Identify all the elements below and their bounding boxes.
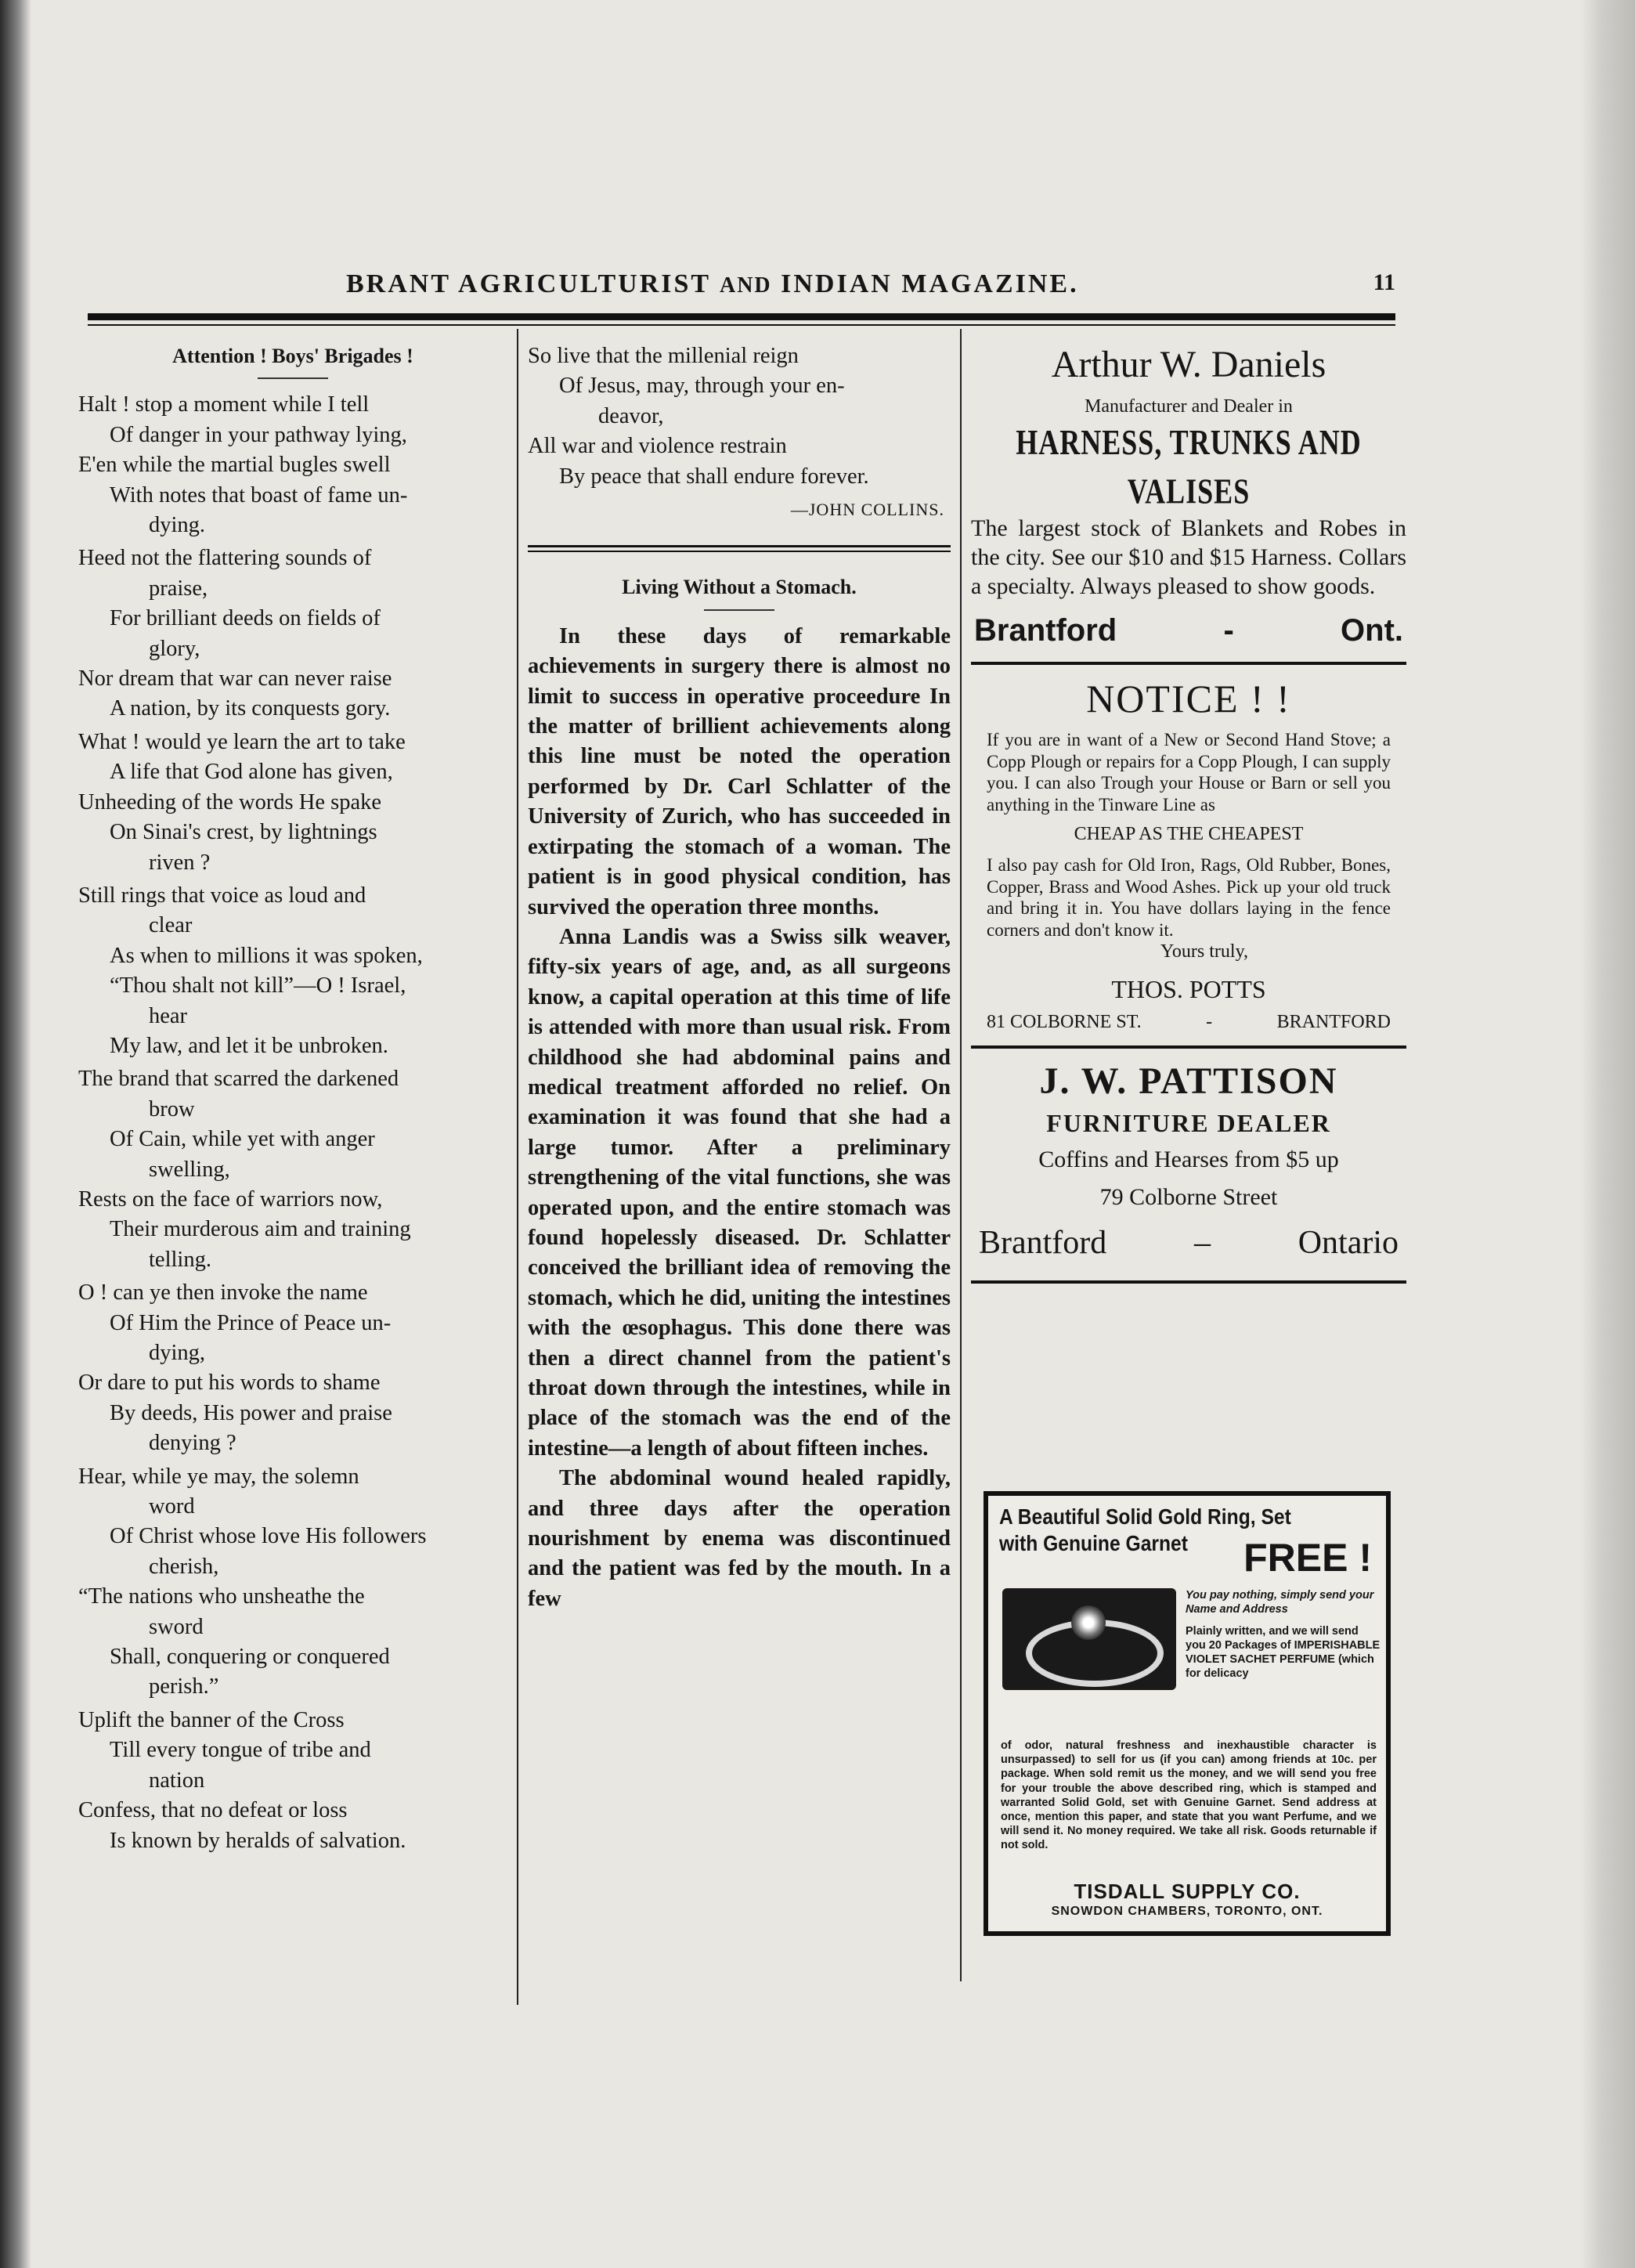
poem-line: cherish, xyxy=(149,1554,219,1579)
advertisement-daniels xyxy=(971,341,1406,652)
poem-line: By peace that shall endure forever. xyxy=(559,464,869,489)
poem-line: glory, xyxy=(149,636,200,661)
poem-stanza xyxy=(78,544,507,724)
poem-stanza xyxy=(78,1462,507,1703)
header-rule-thin xyxy=(88,324,1395,326)
column-divider xyxy=(517,329,518,2005)
poem-line: Or dare to put his words to shame xyxy=(78,1371,381,1396)
article-paragraph: The abdominal wound healed rapidly, and three days after the operation nourishment by enema was discontinued and the patient was fed by the mouth. In a few xyxy=(528,1466,951,1611)
poem-line: perish.” xyxy=(149,1674,219,1699)
advertisement-text: The largest stock of Blankets and Robes in the city. See our $10 and $15 Harness. Collars a specialty. Always pleased to show goods. xyxy=(971,515,1406,599)
poem-line: Of Christ whose love His followers xyxy=(110,1524,427,1549)
poem-line: A nation, by its conquests gory. xyxy=(110,696,391,721)
poem-line: “The nations who unsheathe the xyxy=(78,1584,365,1609)
advertisement-ring xyxy=(984,1491,1391,1936)
advertiser-subtitle: Manufacturer and Dealer in xyxy=(1085,396,1293,417)
poem-line: Rests on the face of warriors now, xyxy=(78,1186,383,1212)
poem-column xyxy=(78,341,507,1859)
ad-divider xyxy=(971,662,1406,665)
poem-line: Hear, while ye may, the solemn xyxy=(78,1464,359,1489)
advertiser-subtitle: FURNITURE DEALER xyxy=(1046,1109,1331,1137)
poem-line: Uplift the banner of the Cross xyxy=(78,1707,345,1732)
title-rule xyxy=(258,377,328,379)
poem-line: My law, and let it be unbroken. xyxy=(110,1033,388,1058)
advertiser-address: 79 Colborne Street xyxy=(1099,1184,1278,1210)
poem-stanza xyxy=(78,728,507,878)
notice-title: NOTICE ! ! xyxy=(1086,677,1291,720)
poem-line: clear xyxy=(149,913,193,938)
poem-line: The brand that scarred the darkened xyxy=(78,1067,399,1092)
poem-line: What ! would ye learn the art to take xyxy=(78,729,406,754)
advertisement-potts xyxy=(971,674,1406,1036)
ad-divider xyxy=(971,1046,1406,1049)
garnet-stone-shape xyxy=(1071,1605,1106,1640)
ring-illustration xyxy=(1002,1588,1176,1690)
article-title: Living Without a Stomach. xyxy=(622,576,857,599)
advertiser-location: Brantford – Ontario xyxy=(979,1225,1399,1261)
ring-offer-text xyxy=(1186,1588,1381,1681)
poem-line: E'en while the martial bugles swell xyxy=(78,453,391,478)
advertiser-location: Brantford - Ont. xyxy=(974,613,1403,648)
poem-line: swelling, xyxy=(149,1157,230,1182)
ring-free-label: FREE ! xyxy=(1243,1536,1372,1580)
poem-stanza xyxy=(78,1278,507,1458)
poem-line: nation xyxy=(149,1768,205,1793)
ring-company-address: SNOWDON CHAMBERS, TORONTO, ONT. xyxy=(1051,1905,1323,1918)
poem-line: As when to millions it was spoken, xyxy=(110,943,423,968)
poem-line: Is known by heralds of salvation. xyxy=(110,1828,406,1853)
poem-stanza xyxy=(528,341,951,492)
poem-line: riven ? xyxy=(149,850,211,875)
magazine-title: BRANT AGRICULTURIST AND INDIAN MAGAZINE. xyxy=(346,269,1079,298)
article-paragraph: In these days of remarkable achievements in surgery there is almost no limit to success in operative proceedure In the matter of brillient achievements along this line must be noted the operation performed by Dr. Carl Schlatter of the University of Zurich, who has succeeded in extirpating the stomach of a woman. The patient is in good physical condition, has survived the operation three months. xyxy=(528,623,951,919)
notice-slogan: CHEAP AS THE CHEAPEST xyxy=(1074,824,1304,844)
poem-line: With notes that boast of fame un- xyxy=(110,482,408,507)
notice-signoff: Yours truly, xyxy=(1160,941,1249,962)
poem-line: By deeds, His power and praise xyxy=(110,1400,392,1425)
poem-line: deavor, xyxy=(598,403,664,428)
poem-line: So live that the millenial reign xyxy=(528,344,799,368)
poem-stanza xyxy=(78,1706,507,1856)
poem-line: Of Him the Prince of Peace un- xyxy=(110,1310,392,1335)
poem-stanza xyxy=(78,881,507,1061)
poem-line: Still rings that voice as loud and xyxy=(78,883,366,908)
ad-divider xyxy=(971,1280,1406,1284)
advertiser-name: Arthur W. Daniels xyxy=(1051,344,1326,385)
poem-line: telling. xyxy=(149,1247,211,1272)
advertiser-address: 81 COLBORNE ST. - BRANTFORD xyxy=(987,1012,1391,1032)
poem-line: hear xyxy=(149,1003,188,1028)
poem-line: Till every tongue of tribe and xyxy=(110,1738,371,1763)
page-header xyxy=(88,265,1395,312)
poem-line: praise, xyxy=(149,576,208,601)
ring-headline: A Beautiful Solid Gold Ring, Set xyxy=(999,1504,1291,1529)
page-binding-shadow xyxy=(0,0,31,2268)
column-divider xyxy=(960,329,962,1981)
page-number: 11 xyxy=(1373,269,1395,295)
poem-stanza xyxy=(78,1064,507,1275)
notice-text: I also pay cash for Old Iron, Rags, Old Rubber, Bones, Copper, Brass and Wood Ashes. Pick up your old truck and bring it in. You have dollars laying in the fence corners and don't know it. xyxy=(987,855,1391,940)
ring-offer-terms: of odor, natural freshness and inexhaustible character is unsurpassed) to sell for us (if you can) among friends at 10c. per package. When sold remit us the money, and we will send you free for your trouble the above described ring, which is stamped and warranted Solid Gold, set with Genuine Garnet. Send address at once, mention this paper, and state that you want Perfume, and we will send it. No money required. We take all risk. Goods returnable if not sold. xyxy=(1001,1739,1377,1852)
poem-line: dying, xyxy=(149,1341,206,1365)
poem-line: dying. xyxy=(149,513,206,538)
ring-company-name: TISDALL SUPPLY CO. xyxy=(1074,1880,1301,1903)
poem-line: O ! can ye then invoke the name xyxy=(78,1280,368,1306)
poem-stanza xyxy=(78,390,507,540)
poem-line: Shall, conquering or conquered xyxy=(110,1645,390,1670)
poem-line: Confess, that no defeat or loss xyxy=(78,1798,348,1823)
poem-line: Heed not the flattering sounds of xyxy=(78,546,372,571)
advertiser-name: THOS. POTTS xyxy=(1111,975,1266,1003)
article-body xyxy=(528,622,951,1614)
poem-line: Of Cain, while yet with anger xyxy=(110,1127,375,1152)
poem-line: A life that God alone has given, xyxy=(110,760,393,785)
poem-line: sword xyxy=(149,1614,204,1639)
advertiser-name: J. W. PATTISON xyxy=(1039,1060,1338,1102)
advertisement-text: Coffins and Hearses from $5 up xyxy=(1038,1147,1339,1172)
poem-line: Unheeding of the words He spake xyxy=(78,789,382,814)
poem-line: On Sinai's crest, by lightnings xyxy=(110,820,377,845)
poem-line: “Thou shalt not kill”—O ! Israel, xyxy=(110,973,406,999)
poem-line: denying ? xyxy=(149,1431,236,1456)
ring-headline: with Genuine Garnet xyxy=(999,1531,1188,1555)
title-rule xyxy=(704,609,774,611)
poem-title: Attention ! Boys' Brigades ! xyxy=(172,345,413,367)
poem-line: brow xyxy=(149,1096,195,1121)
ring-offer-details: Plainly written, and we will send you 20 Packages of IMPERISHABLE VIOLET SACHET PERFUME (which for delicacy xyxy=(1186,1625,1381,1680)
header-rule xyxy=(88,313,1395,320)
poem-author: —JOHN COLLINS. xyxy=(790,500,944,520)
article-column xyxy=(528,341,951,1614)
poem-line: Their murderous aim and training xyxy=(110,1217,411,1242)
poem-line: For brilliant deeds on fields of xyxy=(110,606,381,631)
section-rule xyxy=(528,545,951,552)
ring-pay-nothing: You pay nothing, simply send your Name and Address xyxy=(1186,1589,1374,1616)
poem-final-stanza xyxy=(528,341,951,492)
poem-line: Of danger in your pathway lying, xyxy=(110,422,407,447)
page-edge xyxy=(1580,0,1635,2268)
poem-line: Of Jesus, may, through your en- xyxy=(559,374,845,399)
poem-body xyxy=(78,390,507,1856)
notice-text: If you are in want of a New or Second Hand Stove; a Copp Plough or repairs for a Copp Plough, I can supply you. I can also Trough your House or Barn or sell you anything in the Tinware Line as xyxy=(987,730,1391,814)
advertiser-products: HARNESS, TRUNKS AND VALISES xyxy=(1016,422,1362,511)
poem-line: Halt ! stop a moment while I tell xyxy=(78,392,370,417)
poem-line: word xyxy=(149,1494,195,1519)
poem-line: All war and violence restrain xyxy=(528,434,787,459)
article-paragraph: Anna Landis was a Swiss silk weaver, fifty-six years of age, and, as all surgeons know, a capital operation at this time of life is attended with more than usual risk. From childhood she had abdominal pains and medical treatment afforded no relief. On examination it was found that she had a large tumor. After a preliminary strengthening of the vital functions, she was operated upon, and the entire stomach was found hopelessly diseased. Dr. Schlatter conceived the brilliant idea of removing the stomach, which he did, uniting the intestines with the œsophagus. This done there was then a direct channel from the patient's throat down through the intestines, while in place of the stomach was the end of the intestine—a length of about fifteen inches. xyxy=(528,924,951,1461)
advertisement-pattison xyxy=(971,1058,1406,1266)
poem-line: Nor dream that war can never raise xyxy=(78,666,392,692)
ads-column xyxy=(971,341,1406,1293)
